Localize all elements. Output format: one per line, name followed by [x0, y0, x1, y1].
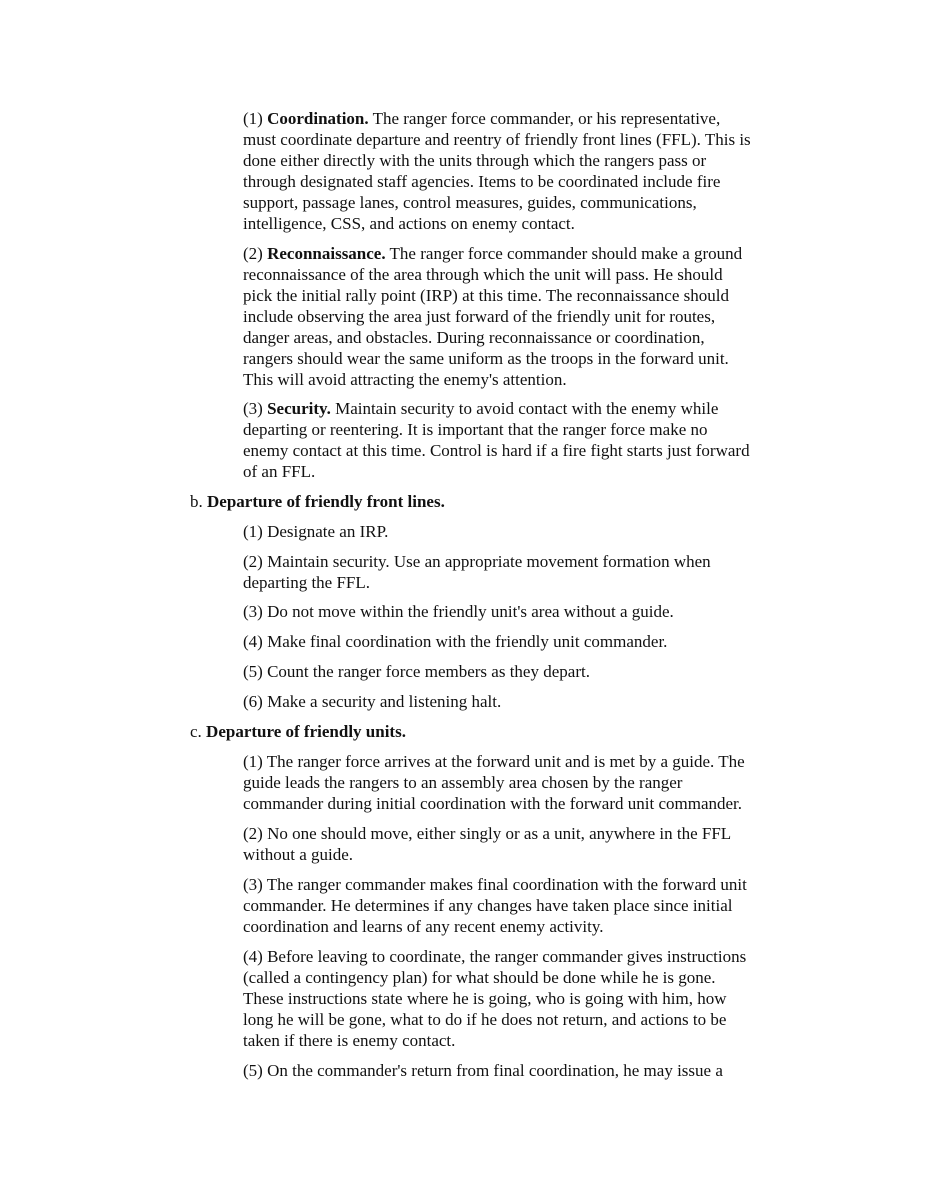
paragraph-title: Coordination. — [267, 109, 369, 128]
item-number: (1) — [243, 109, 268, 128]
paragraph-line: rangers should wear the same uniform as the troops in the forward unit. — [243, 349, 729, 368]
list-item-line: (6) Make a security and listening halt. — [243, 692, 502, 711]
paragraph-line: done either directly with the units through which the rangers pass or — [243, 151, 707, 170]
paragraph-line: departing or reentering. It is important that the ranger force make no — [243, 420, 708, 439]
paragraph-line: enemy contact at this time. Control is hard if a fire fight starts just forward — [243, 441, 750, 460]
list-item-line: guide leads the rangers to an assembly area chosen by the ranger — [243, 773, 683, 792]
paragraph-coordination — [243, 108, 803, 234]
list-item — [243, 551, 803, 593]
paragraph-line — [243, 398, 803, 419]
paragraph-line: danger areas, and obstacles. During reconnaissance or coordination, — [243, 328, 705, 347]
list-item — [243, 874, 803, 937]
list-item — [243, 751, 803, 814]
section-letter: b. — [190, 492, 207, 511]
list-item-line: coordination and learns of any recent enemy activity. — [243, 917, 604, 936]
paragraph-reconnaissance — [243, 243, 803, 390]
paragraph-text: The ranger force commander should make a ground — [385, 244, 743, 263]
list-item-line: (2) Maintain security. Use an appropriate movement formation when — [243, 552, 711, 571]
list-item-line: (5) On the commander's return from final coordination, he may issue a — [243, 1061, 723, 1080]
paragraph-line: reconnaissance of the area through which the unit will pass. He should — [243, 265, 723, 284]
list-item-line: long he will be gone, what to do if he does not return, and actions to be — [243, 1010, 727, 1029]
list-item — [243, 631, 803, 652]
section-title: Departure of friendly front lines. — [207, 492, 445, 511]
list-item-line: (3) The ranger commander makes final coordination with the forward unit — [243, 875, 747, 894]
list-item — [243, 691, 803, 712]
paragraph-line: This will avoid attracting the enemy's attention. — [243, 370, 567, 389]
list-item — [243, 823, 803, 865]
list-item-line: without a guide. — [243, 845, 354, 864]
paragraph-line: include observing the area just forward of the friendly unit for routes, — [243, 307, 716, 326]
list-item — [243, 521, 803, 542]
list-item-line: (3) Do not move within the friendly unit's area without a guide. — [243, 602, 674, 621]
section-heading-b — [190, 491, 445, 512]
paragraph-line: of an FFL. — [243, 462, 316, 481]
list-item — [243, 1060, 803, 1081]
list-item-line: (5) Count the ranger force members as they depart. — [243, 662, 590, 681]
list-item-line: (4) Make final coordination with the friendly unit commander. — [243, 632, 668, 651]
paragraph-line — [243, 243, 803, 264]
section-title: Departure of friendly units. — [206, 722, 406, 741]
list-item — [243, 946, 803, 1051]
paragraph-line: must coordinate departure and reentry of friendly front lines (FFL). This is — [243, 130, 751, 149]
section-letter: c. — [190, 722, 207, 741]
paragraph-line: intelligence, CSS, and actions on enemy contact. — [243, 214, 575, 233]
list-item-line: (4) Before leaving to coordinate, the ranger commander gives instructions — [243, 947, 747, 966]
list-item-line: These instructions state where he is going, who is going with him, how — [243, 989, 727, 1008]
list-item — [243, 601, 803, 622]
list-item-line: taken if there is enemy contact. — [243, 1031, 456, 1050]
list-item-line: commander. He determines if any changes have taken place since initial — [243, 896, 733, 915]
paragraph-line: through designated staff agencies. Items to be coordinated include fire — [243, 172, 721, 191]
list-item — [243, 661, 803, 682]
list-item-line: (2) No one should move, either singly or as a unit, anywhere in the FFL — [243, 824, 732, 843]
item-number: (3) — [243, 399, 268, 418]
list-item-line: commander during initial coordination with the forward unit commander. — [243, 794, 743, 813]
list-item-line: (1) Designate an IRP. — [243, 522, 389, 541]
paragraph-security — [243, 398, 803, 482]
paragraph-line: pick the initial rally point (IRP) at this time. The reconnaissance should — [243, 286, 729, 305]
list-item-line: departing the FFL. — [243, 573, 371, 592]
paragraph-title: Reconnaissance. — [267, 244, 386, 263]
section-heading-c — [190, 721, 406, 742]
paragraph-title: Security. — [267, 399, 331, 418]
paragraph-text: Maintain security to avoid contact with the enemy while — [330, 399, 719, 418]
list-item-line: (1) The ranger force arrives at the forward unit and is met by a guide. The — [243, 752, 745, 771]
paragraph-line: support, passage lanes, control measures, guides, communications, — [243, 193, 697, 212]
paragraph-text: The ranger force commander, or his representative, — [368, 109, 721, 128]
paragraph-line — [243, 108, 803, 129]
item-number: (2) — [243, 244, 268, 263]
list-item-line: (called a contingency plan) for what should be done while he is gone. — [243, 968, 716, 987]
